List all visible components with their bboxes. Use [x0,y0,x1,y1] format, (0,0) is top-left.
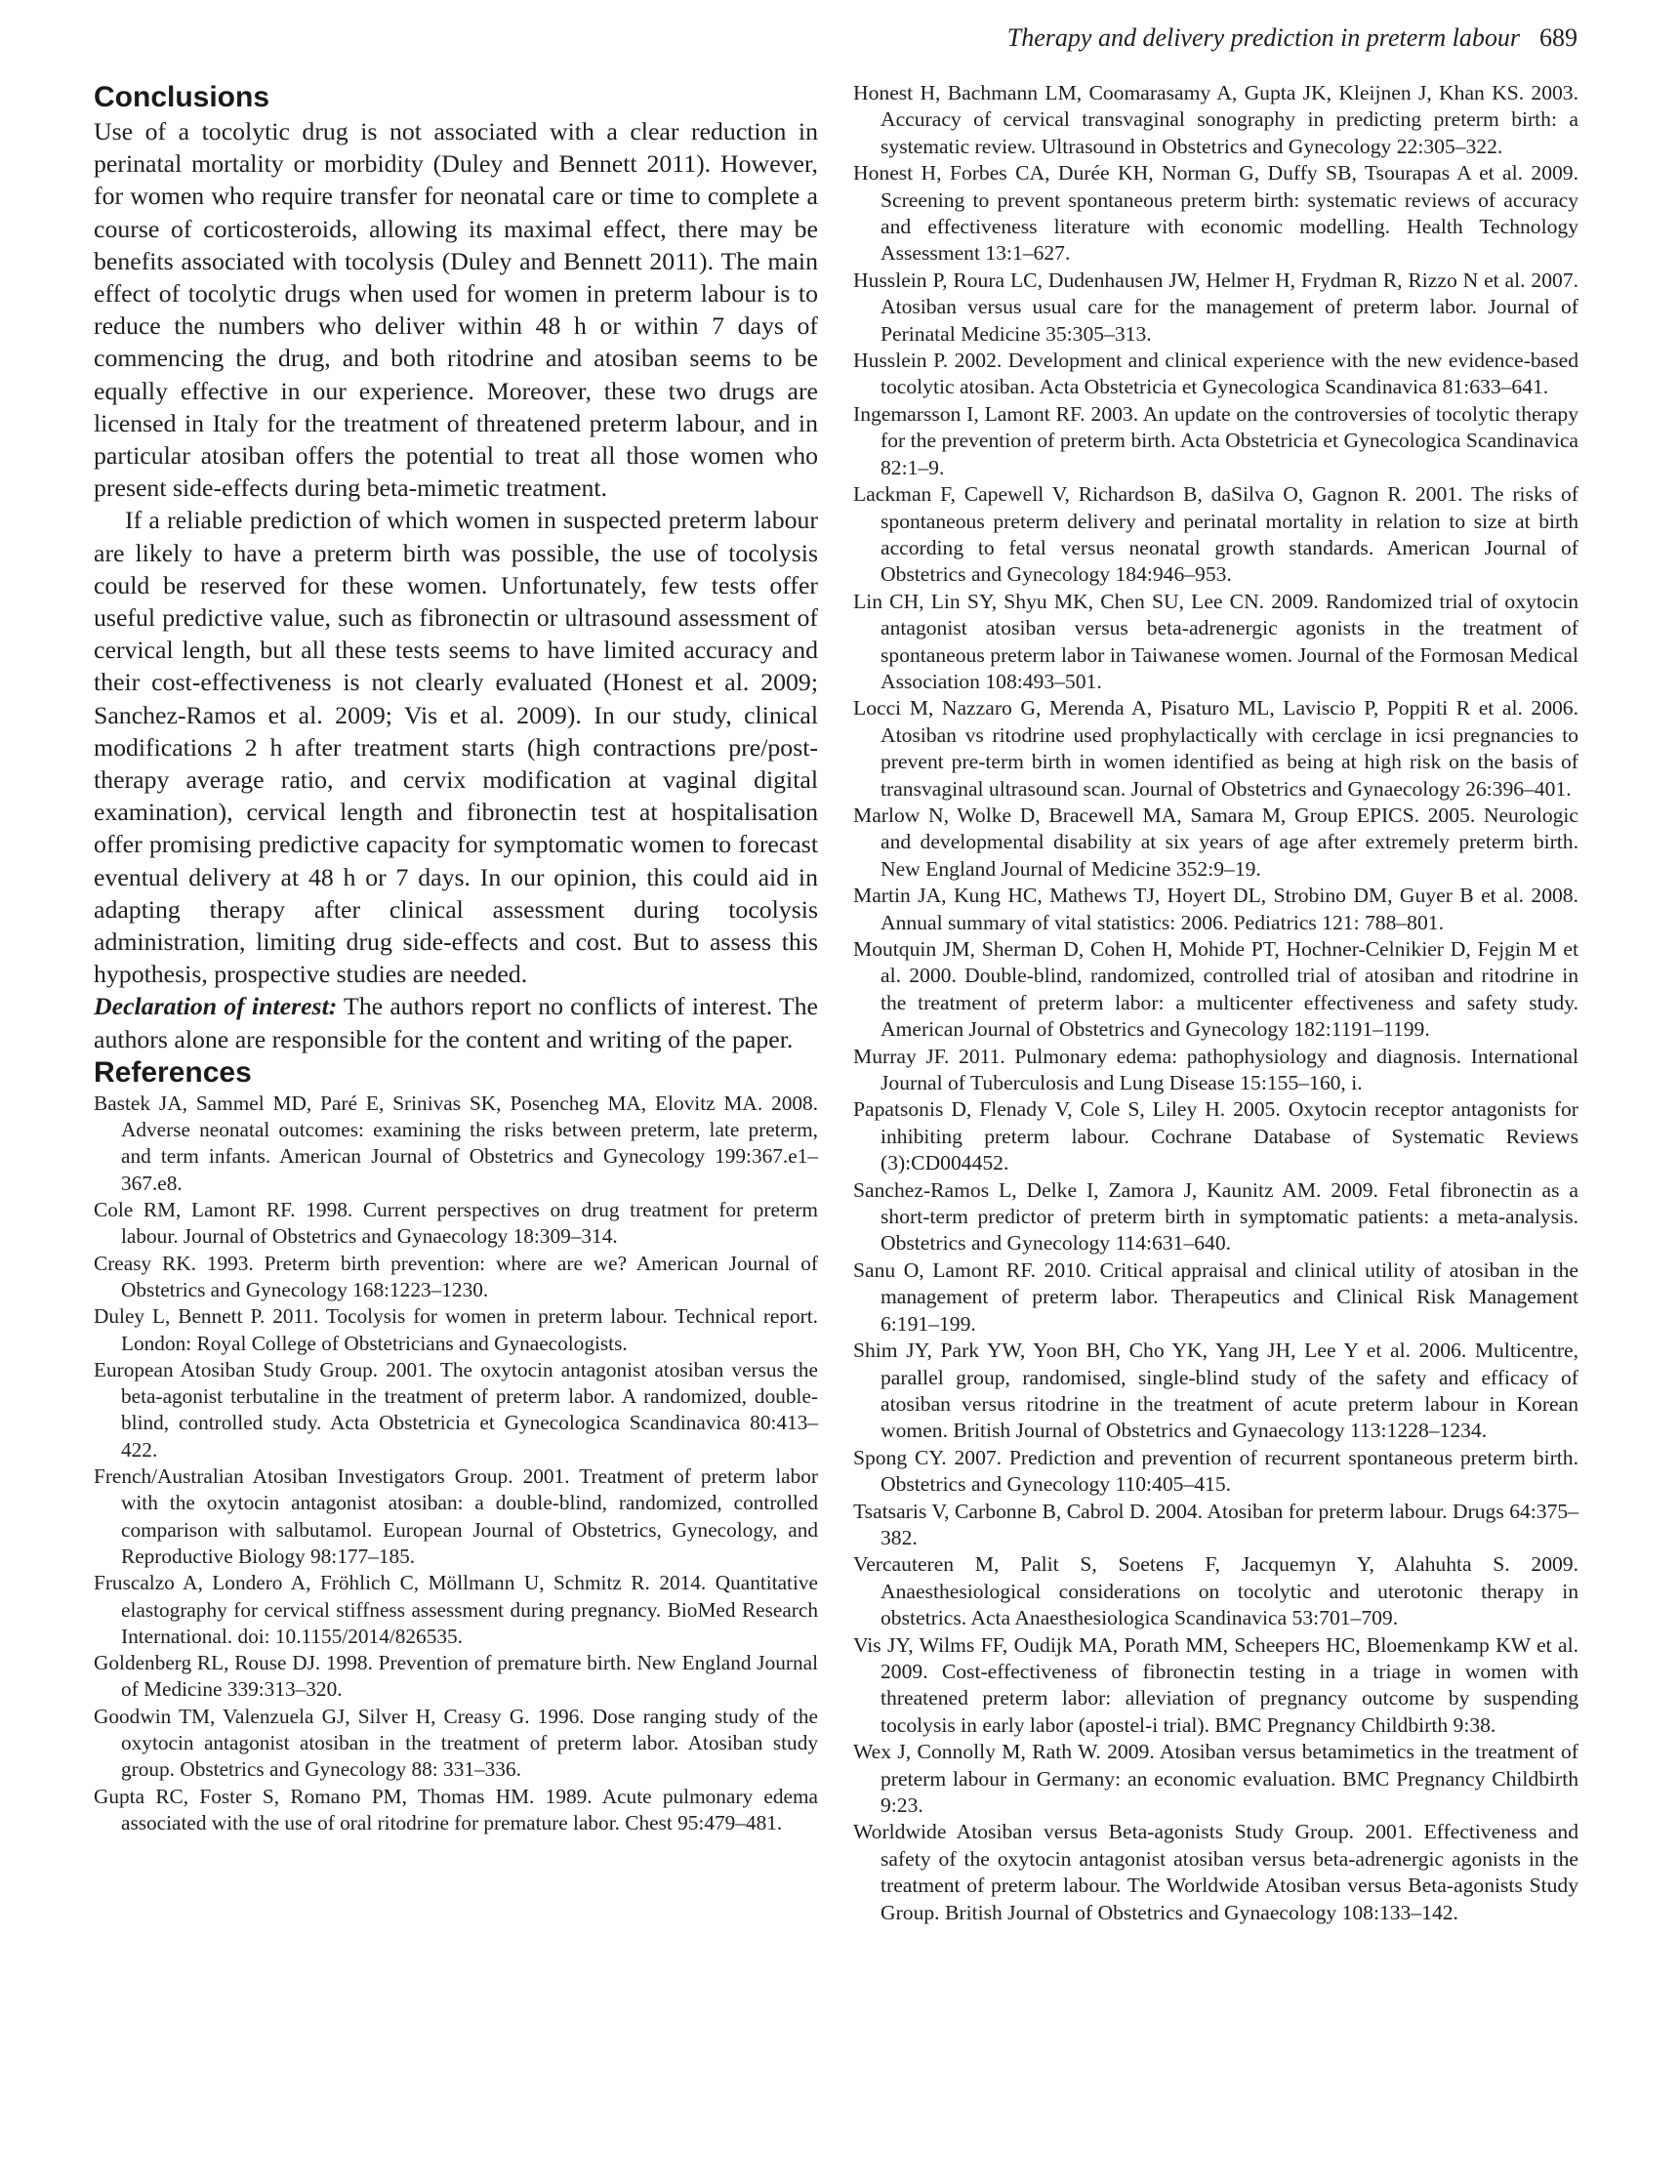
references-heading: References [94,1055,252,1089]
reference-list-left [94,1091,818,1836]
reference-item: Vis JY, Wilms FF, Oudijk MA, Porath MM, Scheepers HC, Bloemenkamp KW et al. 2009. Cost-effectiveness of fibronectin testing in a triage in women with threatened preterm labor: alleviation of pregnancy outcome by suspending tocolysis in early labor (apostel-i trial). BMC Pregnancy Childbirth 9:38. [853,1632,1578,1737]
reference-list-right [853,80,1578,1926]
running-head-title: Therapy and delivery prediction in preterm labour [1006,23,1520,52]
reference-item: Moutquin JM, Sherman D, Cohen H, Mohide PT, Hochner-Celnikier D, Fejgin M et al. 2000. Double-blind, randomized, controlled trial of atosiban and ritodrine in the treatment of preterm labor: a multicenter effectiveness and safety study. American Journal of Obstetrics and Gynecology 182:1191–1199. [853,937,1578,1042]
reference-item: Bastek JA, Sammel MD, Paré E, Srinivas SK, Posencheg MA, Elovitz MA. 2008. Adverse neonatal outcomes: examining the risks between preterm, late preterm, and term infants. American Journal of Obstetrics and Gynecology 199:367.e1–367.e8. [94,1091,818,1195]
reference-item: Cole RM, Lamont RF. 1998. Current perspectives on drug treatment for preterm labour. Journal of Obstetrics and Gynaecology 18:309–314. [94,1198,818,1249]
reference-item: Husslein P. 2002. Development and clinical experience with the new evidence-based tocolytic atosiban. Acta Obstetricia et Gynecologica Scandinavica 81:633–641. [853,349,1578,399]
declaration-label: Declaration of interest: [94,992,338,1021]
reference-item: Sanchez-Ramos L, Delke I, Zamora J, Kaunitz AM. 2009. Fetal fibronectin as a short-term predictor of preterm birth in symptomatic patients: a meta-analysis. Obstetrics and Gynecology 114:631–640. [853,1177,1578,1256]
reference-item: Murray JF. 2011. Pulmonary edema: pathophysiology and diagnosis. International Journal of Tuberculosis and Lung Disease 15:155–160, i. [853,1044,1578,1095]
reference-item: European Atosiban Study Group. 2001. The oxytocin antagonist atosiban versus the beta-agonist terbutaline in the treatment of preterm labor. A randomized, double-blind, controlled study. Acta Obstetricia et Gynecologica Scandinavica 80:413–422. [94,1357,818,1462]
reference-item: Ingemarsson I, Lamont RF. 2003. An update on the controversies of tocolytic therapy for the prevention of preterm birth. Acta Obstetricia et Gynecologica Scandinavica 82:1–9. [853,401,1578,479]
reference-item: Marlow N, Wolke D, Bracewell MA, Samara M, Group EPICS. 2005. Neurologic and developmental disability at six years of age after extremely preterm birth. New England Journal of Medicine 352:9–19. [853,803,1578,881]
conclusions-paragraph-2: If a reliable prediction of which women in suspected preterm labour are likely to have a preterm birth was possible, the use of tocolysis could be reserved for these women. Unfortunately, few tests offer useful predictive value, such as fibronectin or ultrasound assessment of cervical length, but all these tests seems to have limited accuracy and their cost-effectiveness is not clearly evaluated (Honest et al. 2009; Sanchez-Ramos et al. 2009; Vis et al. 2009). In our study, clinical modifications 2 h after treatment starts (high contractions pre/post-therapy average ratio, and cervix modification at vaginal digital examination), cervical length and fibronectin test at hospitalisation offer promising predictive capacity for symptomatic women to forecast eventual delivery at 48 h or 7 days. In our opinion, this could aid in adapting therapy after clinical assessment during tocolysis administration, limiting drug side-effects and cost. But to assess this hypothesis, prospective studies are needed. [94,506,818,989]
reference-item: Spong CY. 2007. Prediction and prevention of recurrent spontaneous preterm birth. Obstetrics and Gynecology 110:405–415. [853,1445,1578,1497]
reference-item: Sanu O, Lamont RF. 2010. Critical appraisal and clinical utility of atosiban in the management of preterm labor. Therapeutics and Clinical Risk Management 6:191–199. [853,1257,1578,1336]
reference-item: Goodwin TM, Valenzuela GJ, Silver H, Creasy G. 1996. Dose ranging study of the oxytocin antagonist atosiban in the treatment of preterm labor. Atosiban study group. Obstetrics and Gynecology 88: 331–336. [94,1704,818,1782]
reference-item: Gupta RC, Foster S, Romano PM, Thomas HM. 1989. Acute pulmonary edema associated with the use of oral ritodrine for premature labor. Chest 95:479–481. [94,1784,818,1834]
reference-item: Papatsonis D, Flenady V, Cole S, Liley H. 2005. Oxytocin receptor antagonists for inhibiting preterm labour. Cochrane Database of Systematic Reviews (3):CD004452. [853,1097,1578,1175]
reference-item: Creasy RK. 1993. Preterm birth prevention: where are we? American Journal of Obstetrics and Gynecology 168:1223–1230. [94,1251,818,1301]
reference-item: Goldenberg RL, Rouse DJ. 1998. Prevention of premature birth. New England Journal of Medicine 339:313–320. [94,1651,818,1702]
reference-item: Lackman F, Capewell V, Richardson B, daSilva O, Gagnon R. 2001. The risks of spontaneous preterm delivery and perinatal mortality in relation to size at birth according to fetal versus neonatal growth standards. American Journal of Obstetrics and Gynecology 184:946–953. [853,482,1578,587]
reference-item: Locci M, Nazzaro G, Merenda A, Pisaturo ML, Laviscio P, Poppiti R et al. 2006. Atosiban vs ritodrine used prophylactically with cerclage in icsi pregnancies to prevent pre-term birth in women identified as being at high risk on the basis of transvaginal ultrasound scan. Journal of Obstetrics and Gynaecology 26:396–401. [853,696,1578,801]
reference-item: Worldwide Atosiban versus Beta-agonists Study Group. 2001. Effectiveness and safety of the oxytocin antagonist atosiban versus beta-adrenergic agonists in the treatment of preterm labour. The Worldwide Atosiban versus Beta-agonists Study Group. British Journal of Obstetrics and Gynaecology 108:133–142. [853,1820,1578,1924]
declaration-text: The authors report no conflicts of interest. The authors alone are responsible for the content and writing of the paper. [94,992,819,1053]
left-column [94,80,818,1836]
reference-item: Lin CH, Lin SY, Shyu MK, Chen SU, Lee CN. 2009. Randomized trial of oxytocin antagonist atosiban versus beta-adrenergic agonists in the treatment of spontaneous preterm labor in Taiwanese women. Journal of the Formosan Medical Association 108:493–501. [853,589,1578,693]
reference-item: Husslein P, Roura LC, Dudenhausen JW, Helmer H, Frydman R, Rizzo N et al. 2007. Atosiban versus usual care for the management of preterm labor. Journal of Perinatal Medicine 35:305–313. [853,268,1578,346]
conclusions-paragraph-1: Use of a tocolytic drug is not associated with a clear reduction in perinatal mortality or morbidity (Duley and Bennett 2011). However, for women who require transfer for neonatal care or time to complete a course of corticosteroids, allowing its maximal effect, there may be benefits associated with tocolysis (Duley and Bennett 2011). The main effect of tocolytic drugs when used for women in preterm labour is to reduce the numbers who deliver within 48 h or within 7 days of commencing the drug, and both ritodrine and atosiban seems to be equally effective in our experience. Moreover, these two drugs are licensed in Italy for the treatment of threatened preterm labour, and in particular atosiban offers the potential to treat all those women who present side-effects during beta-mimetic treatment. [94,117,818,503]
reference-item: Shim JY, Park YW, Yoon BH, Cho YK, Yang JH, Lee Y et al. 2006. Multicentre, parallel group, randomised, single-blind study of the safety and efficacy of atosiban versus ritodrine in the treatment of acute preterm labour in Korean women. British Journal of Obstetrics and Gynaecology 113:1228–1234. [853,1339,1578,1443]
reference-item: French/Australian Atosiban Investigators Group. 2001. Treatment of preterm labor with the oxytocin antagonist atosiban: a double-blind, randomized, controlled comparison with salbutamol. European Journal of Obstetrics, Gynecology, and Reproductive Biology 98:177–185. [94,1464,818,1568]
reference-item: Martin JA, Kung HC, Mathews TJ, Hoyert DL, Strobino DM, Guyer B et al. 2008. Annual summary of vital statistics: 2006. Pediatrics 121: 788–801. [853,884,1578,934]
reference-item: Tsatsaris V, Carbonne B, Cabrol D. 2004. Atosiban for preterm labour. Drugs 64:375–382. [853,1499,1578,1549]
reference-item: Honest H, Forbes CA, Durée KH, Norman G, Duffy SB, Tsourapas A et al. 2009. Screening to prevent spontaneous preterm birth: systematic reviews of accuracy and effectiveness literature with economic modelling. Health Technology Assessment 13:1–627. [853,161,1578,266]
reference-item: Vercauteren M, Palit S, Soetens F, Jacquemyn Y, Alahuhta S. 2009. Anaesthesiological considerations on tocolytic and uterotonic therapy in obstetrics. Acta Anaesthesiologica Scandinavica 53:701–709. [853,1552,1578,1630]
conclusions-heading: Conclusions [94,81,270,113]
page-number: 689 [1539,23,1578,52]
reference-item: Fruscalzo A, Londero A, Fröhlich C, Möllmann U, Schmitz R. 2014. Quantitative elastography for cervical stiffness assessment during pregnancy. BioMed Research International. doi: 10.1155/2014/826535. [94,1571,818,1648]
running-head [1007,23,1578,53]
right-column [853,80,1578,1926]
declaration-of-interest [94,990,818,1054]
reference-item: Wex J, Connolly M, Rath W. 2009. Atosiban versus betamimetics in the treatment of preterm labour in Germany: an economic evaluation. BMC Pregnancy Childbirth 9:23. [853,1740,1578,1817]
reference-item: Honest H, Bachmann LM, Coomarasamy A, Gupta JK, Kleijnen J, Khan KS. 2003. Accuracy of cervical transvaginal sonography in predicting preterm birth: a systematic review. Ultrasound in Obstetrics and Gynecology 22:305–322. [853,81,1578,158]
reference-item: Duley L, Bennett P. 2011. Tocolysis for women in preterm labour. Technical report. London: Royal College of Obstetricians and Gynaecologists. [94,1304,818,1355]
